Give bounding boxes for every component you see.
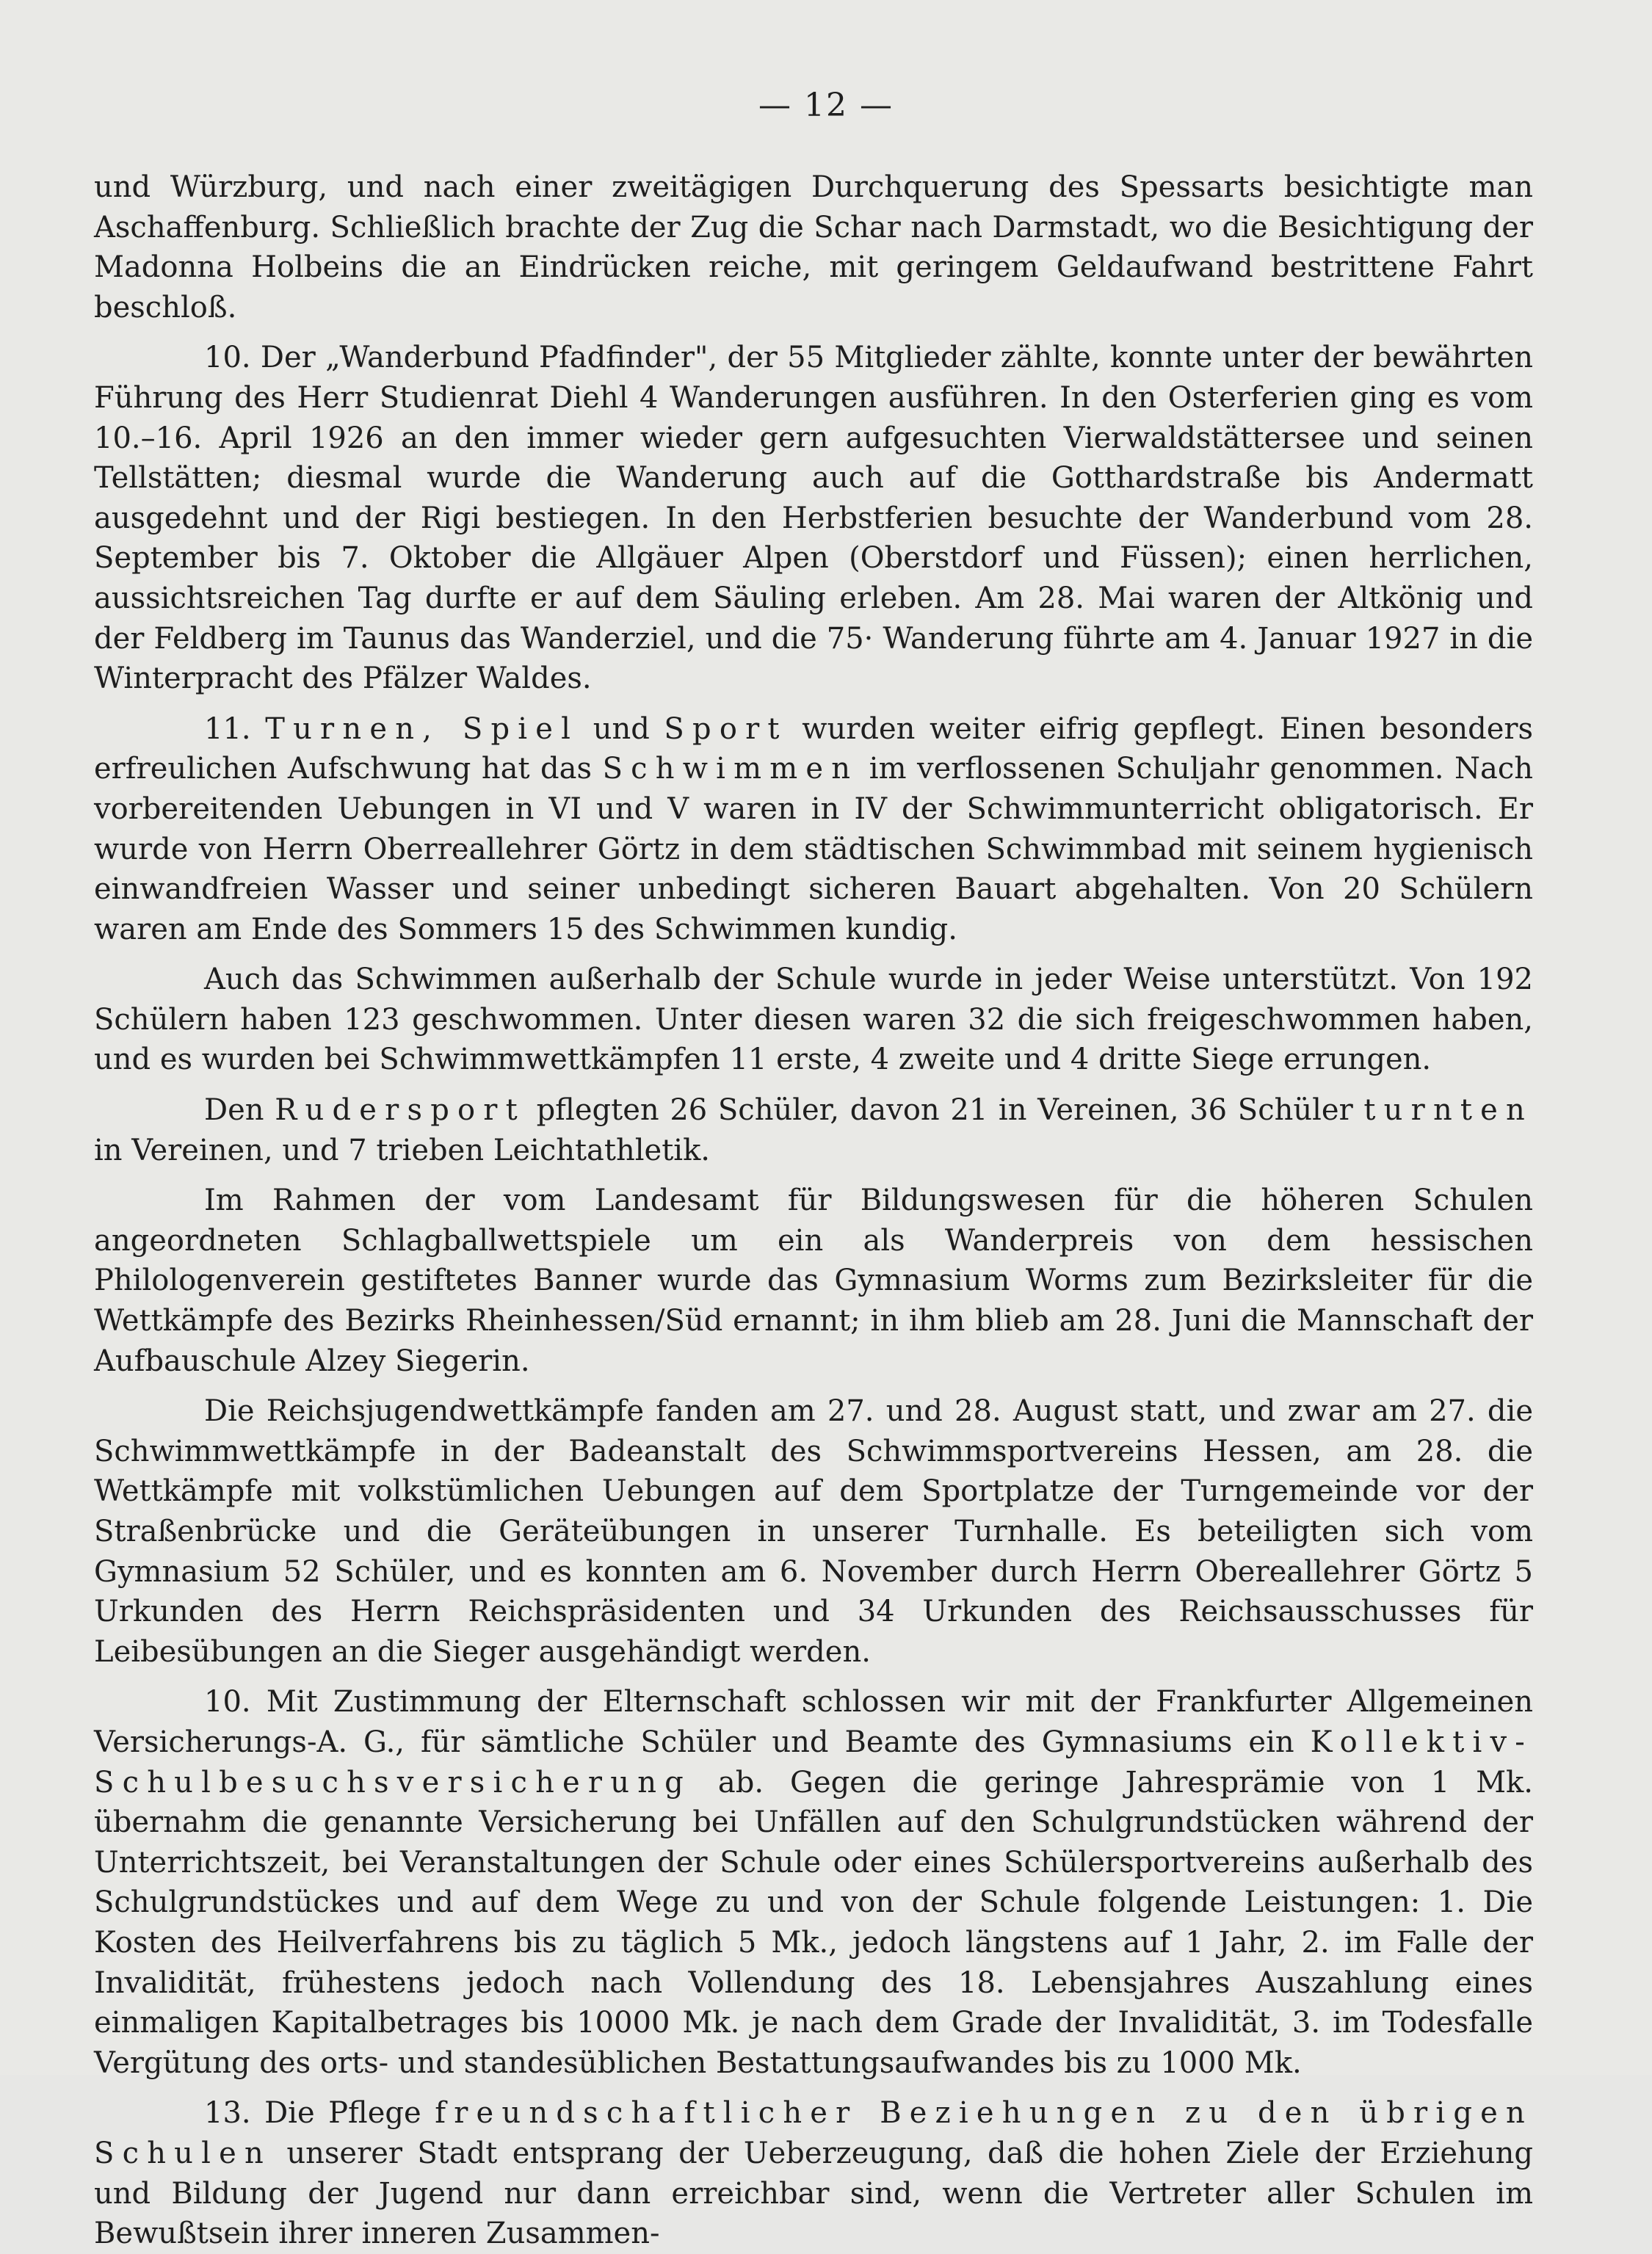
paragraph-text: wurden weiter eifrig gepflegt. Einen besonders erfreulichen Aufschwung hat das — [94, 711, 1534, 786]
paragraph-text: 10. Der „Wanderbund Pfadfinder", der 55 Mitglieder zählte, konnte unter der bewährten Führung des Herr Studienrat Diehl 4 Wanderungen ausführen. In den Osterferien ging es vom 10.–16. April 1926 an den immer wieder gern aufgesuchten Vierwaldstättersee und seinen Tellstätten; diesmal wurde die Wanderung auch auf die Gotthardstraße bis Andermatt ausgedehnt und der Rigi bestiegen. In den Herbstferien besuchte der Wanderbund vom 28. September bis 7. Oktober die Allgäuer Alpen (Oberstdorf und Füssen); einen herrlichen, aussichtsreichen Tag durfte er auf dem Säuling erleben. Am 28. Mai waren der Altkönig und der Feldberg im Taunus das Wanderziel, und die 75· Wanderung führte am 4. Januar 1927 in die Winterpracht des Pfälzer Waldes. — [94, 341, 1533, 696]
paragraph-continuation — [94, 167, 1533, 327]
page-number: — 12 — — [758, 87, 894, 124]
body-text — [94, 167, 1533, 2254]
paragraph-wanderbund — [94, 338, 1533, 698]
paragraph-schlagball — [94, 1181, 1533, 1381]
emphasis-text: freundschaftlicher Beziehungen zu den übrigen Schulen — [94, 2096, 1534, 2170]
paragraph-text: ab. Gegen die geringe Jahresprämie von 1 Mk. übernahm die genannte Versicherung bei Unfällen auf den Schulgrundstücken während der Unterrichtszeit, bei Veranstaltungen der Schule oder eines Schülersportvereins außerhalb des Schulgrundstückes und auf dem Wege zu und von der Schule folgende Leistungen: 1. Die Kosten des Heilverfahrens bis zu täglich 5 Mk., jedoch längstens auf 1 Jahr, 2. im Falle der Invalidität, frühestens jedoch nach Vollendung des 18. Lebensjahres Auszahlung eines einmaligen Kapitalbetrages bis 10000 Mk. je nach dem Grade der Invalidität, 3. im Todesfalle Vergütung des orts- und standesüblichen Bestattungsaufwandes bis zu 1000 Mk. — [94, 1765, 1534, 2080]
emphasis-text: turnten — [1363, 1093, 1534, 1128]
section-number: 11. — [204, 711, 251, 746]
paragraph-text: unserer Stadt entsprang der Ueberzeugung, daß die hohen Ziele der Erziehung und Bildung der Jugend nur dann erreichbar sind, wenn die Vertreter aller Schulen im Bewußtsein ihrer inneren Zusammen- — [94, 2136, 1533, 2251]
paragraph-versicherung — [94, 1682, 1533, 2083]
emphasis-text: Kollektiv-Schulbesuchsversicherung — [94, 1725, 1533, 1800]
paragraph-text: Den — [204, 1093, 264, 1128]
paragraph-schwimmen — [94, 960, 1533, 1080]
paragraph-text: und — [593, 711, 650, 746]
paragraph-text: in Vereinen, und 7 trieben Leichtathletik. — [94, 1133, 711, 1167]
paragraph-text: Die Reichsjugendwettkämpfe fanden am 27. und 28. August statt, und zwar am 27. die Schwimmwettkämpfe in der Badeanstalt des Schwimmsportvereins Hessen, am 28. die Wettkämpfe mit volkstümlichen Uebungen auf dem Sportplatze der Turngemeinde vor der Straßenbrücke und die Geräteübungen in unserer Turnhalle. Es beteiligten sich vom Gymnasium 52 Schüler, und es konnten am 6. November durch Herrn Obereallehrer Görtz 5 Urkunden des Herrn Reichspräsidenten und 34 Urkunden des Reichsausschusses für Leibesübungen an die Sieger ausgehändigt werden. — [94, 1394, 1533, 1669]
emphasis-text: Turnen, Spiel — [265, 711, 579, 746]
paragraph-beziehungen — [94, 2093, 1533, 2253]
emphasis-text: Schwimmen — [602, 752, 859, 786]
paragraph-text: Im Rahmen der vom Landesamt für Bildungswesen für die höheren Schulen angeordneten Schlagballwettspiele um ein als Wanderpreis von dem hessischen Philologenverein gestiftetes Banner wurde das Gymnasium Worms zum Bezirksleiter für die Wettkämpfe des Bezirks Rheinhessen/Süd ernannt; in ihm blieb am 28. Juni die Mannschaft der Aufbauschule Alzey Siegerin. — [94, 1184, 1533, 1378]
emphasis-text: Sport — [664, 711, 788, 746]
paragraph-text: 13. Die Pflege — [204, 2096, 421, 2131]
paragraph-text: Auch das Schwimmen außerhalb der Schule wurde in jeder Weise unterstützt. Von 192 Schülern haben 123 geschwommen. Unter diesen waren 32 die sich freigeschwommen haben, und es wurden bei Schwimmwettkämpfen 11 erste, 4 zweite und 4 dritte Siege errungen. — [94, 963, 1533, 1077]
paragraph-rudersport — [94, 1090, 1533, 1170]
paragraph-text: pflegten 26 Schüler, davon 21 in Vereinen, 36 Schüler — [536, 1093, 1353, 1128]
paragraph-text: und Würzburg, und nach einer zweitägigen Durchquerung des Spessarts besichtigte man Aschaffenburg. Schließlich brachte der Zug die Schar nach Darmstadt, wo die Besichtigung der Madonna Holbeins die an Eindrücken reiche, mit geringem Geldaufwand bestrittene Fahrt beschloß. — [94, 170, 1533, 325]
paragraph-text: im verflossenen Schuljahr genommen. Nach vorbereitenden Uebungen in VI und V waren in IV der Schwimmunterricht obligatorisch. Er wurde von Herrn Oberreallehrer Görtz in dem städtischen Schwimmbad mit seinem hygienisch einwandfreien Wasser und seiner unbedingt sicheren Bauart abgehalten. Von 20 Schülern waren am Ende des Sommers 15 des Schwimmen kundig. — [94, 752, 1534, 946]
paragraph-text: 10. Mit Zustimmung der Elternschaft schlossen wir mit der Frankfurter Allgemeinen Versicherungs-A. G., für sämtliche Schüler und Beamte des Gymnasiums ein — [94, 1685, 1533, 1759]
paragraph-turnen — [94, 709, 1533, 950]
paragraph-reichsjugend — [94, 1391, 1533, 1672]
emphasis-text: Rudersport — [275, 1093, 526, 1128]
